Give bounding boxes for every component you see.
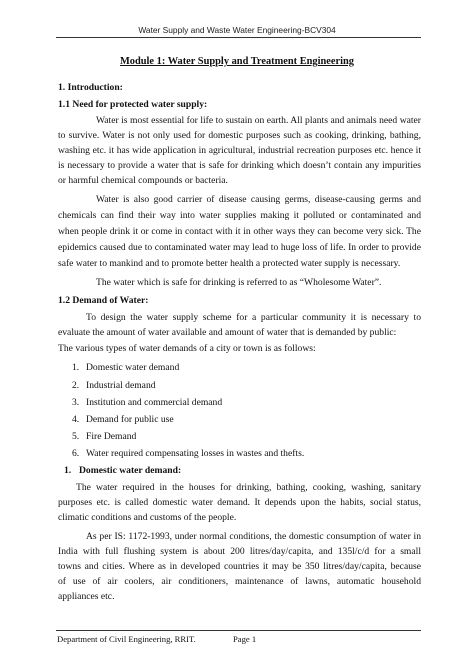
paragraph-line: towns and cities. Where as in developed countries it may be 350 litres/day/capita, because <box>58 561 421 572</box>
section-1-2-heading: 1.2 Demand of Water: <box>58 295 149 306</box>
intro-heading: 1. Introduction: <box>58 82 123 93</box>
paragraph-line: As per IS: 1172-1993, under normal conditions, the domestic consumption of water in <box>86 531 421 542</box>
paragraph-line: purposes etc. is called domestic water demand. It depends upon the habits, social status, <box>58 497 421 508</box>
domestic-heading: Domestic water demand: <box>79 465 182 476</box>
paragraph-line: washing etc. it has wide application in agricultural, industrial recreation purposes etc. hence it <box>58 145 421 156</box>
paragraph-line: The water required in the houses for drinking, bathing, cooking, washing, sanitary <box>76 482 421 493</box>
paragraph-line: India with full flushing system is about 200 litres/day/capita, and 135l/c/d for a small <box>58 546 421 557</box>
footer-rule <box>56 630 421 631</box>
paragraph-line: is necessary to provide a water that is safe for drinking which doesn’t contain any impurities <box>58 160 421 171</box>
paragraph-line: safe water to mankind and to promote better health a protected water supply is necessary. <box>58 258 401 269</box>
list-item: Water required compensating losses in wastes and thefts. <box>86 448 305 459</box>
list-item: Demand for public use <box>86 414 174 425</box>
list-number: 5. <box>72 431 80 442</box>
list-item: Industrial demand <box>86 380 156 391</box>
list-item: Fire Demand <box>86 431 137 442</box>
paragraph-line: epidemics caused due to contaminated water may lead to huge loss of life. In order to provide <box>58 242 421 253</box>
list-item: Institution and commercial demand <box>86 397 223 408</box>
module-title: Module 1: Water Supply and Treatment Engineering <box>119 56 354 67</box>
paragraph-line: chemicals can find their way into water supplies making it polluted or contaminated and <box>58 210 421 221</box>
list-number: 2. <box>72 380 80 391</box>
paragraph-line: Water is also good carrier of disease causing germs, disease-causing germs and <box>96 194 421 205</box>
paragraph-line: appliances etc. <box>58 591 115 602</box>
list-number: 6. <box>72 448 80 459</box>
paragraph-line: The water which is safe for drinking is referred to as “Wholesome Water”. <box>96 277 382 288</box>
page-header: Water Supply and Waste Water Engineering-BCV304 <box>138 25 336 35</box>
paragraph-line: of use of air coolers, air conditioners, maintenance of lawns, automatic household <box>58 576 421 587</box>
header-rule <box>56 37 421 38</box>
list-item: Domestic water demand <box>86 362 180 373</box>
list-number: 4. <box>72 414 80 425</box>
paragraph-line: climatic conditions and customs of the people. <box>58 512 237 523</box>
paragraph-line: to survive. Water is not only used for domestic purposes such as cooking, drinking, bathing, <box>58 130 421 141</box>
list-number: 3. <box>72 397 80 408</box>
section-1-1-heading: 1.1 Need for protected water supply: <box>58 99 208 110</box>
paragraph-line: when people drink it or come in contact with it in other ways they can become very sick. The <box>58 226 421 237</box>
domestic-heading-number: 1. <box>64 465 72 476</box>
paragraph-line: Water is most essential for life to sustain on earth. All plants and animals need water <box>96 115 421 126</box>
paragraph-line: evaluate the amount of water available and amount of water that is demanded by public: <box>58 327 397 338</box>
paragraph-line: To design the water supply scheme for a particular community it is necessary to <box>86 312 421 323</box>
footer-page-number: Page 1 <box>233 634 257 644</box>
paragraph-line: The various types of water demands of a city or town is as follows: <box>58 343 316 354</box>
list-number: 1. <box>72 362 80 373</box>
paragraph-line: or harmful chemical compounds or bacteria. <box>58 175 228 186</box>
footer-department: Department of Civil Engineering, RRIT. <box>57 634 196 644</box>
